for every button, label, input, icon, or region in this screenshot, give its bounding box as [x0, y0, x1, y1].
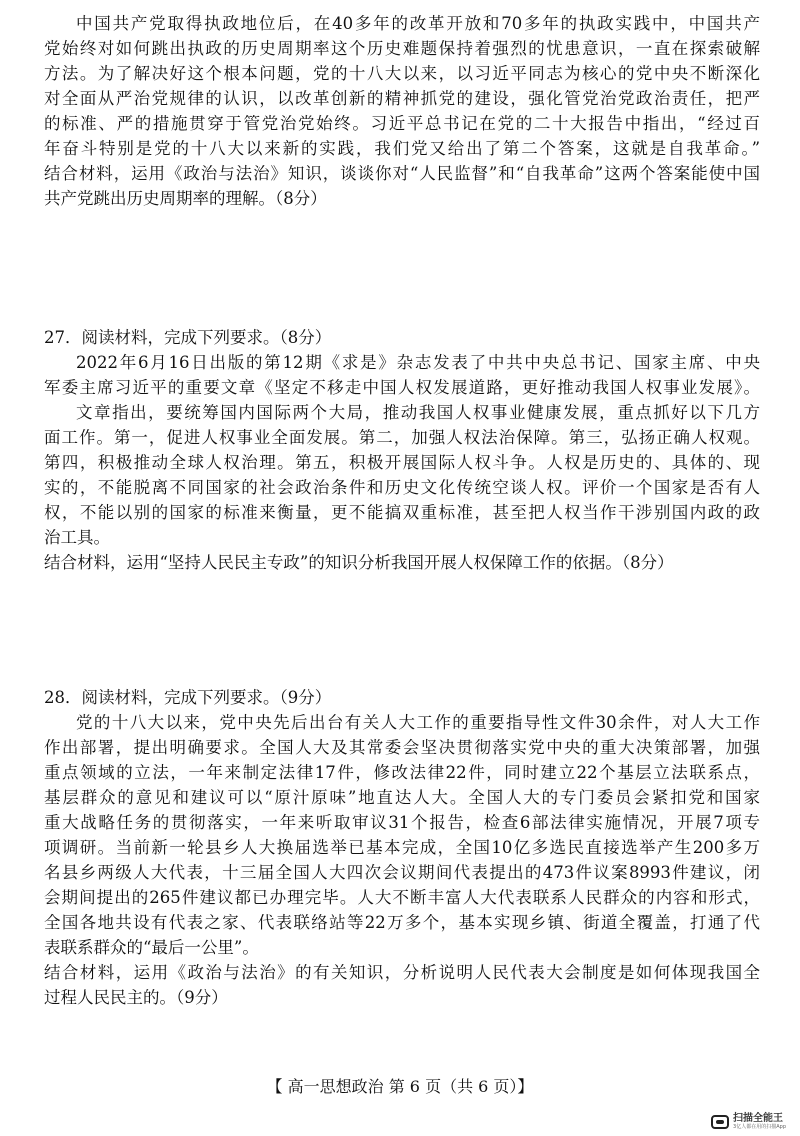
watermark-subtitle: 3亿人都在用的扫描App: [733, 1124, 786, 1130]
q27-line-2: 军委主席习近平的重要文章《坚定不移走中国人权发展道路，更好推动我国人权事业发展》。: [44, 378, 760, 397]
s26-line-4: 对全面从严治党规律的认识，以改革创新的精神抓党的建设，强化管党治党政治责任，把严: [44, 89, 760, 108]
q28-line-7: 名县乡两级人大代表，十三届全国人大四次会议期间代表提出的473件议案8993件建议，闭: [44, 863, 760, 882]
q27-line-5: 第四，积极推动全球人权治理。第五，积极开展国际人权斗争。人权是历史的、具体的、现: [44, 453, 760, 472]
s26-line-3: 方法。为了解决好这个根本问题，党的十八大以来，以习近平同志为核心的党中央不断深化: [44, 64, 760, 83]
s26-line-6: 年奋斗特别是党的十八大以来新的实践，我们党又给出了第二个答案，这就是自我革命。”: [44, 139, 760, 158]
q28-line-2: 作出部署，提出明确要求。全国人大及其常委会坚决贯彻落实党中央的重大决策部署，加强: [44, 738, 760, 757]
q28-line-6: 项调研。当前新一轮县乡人大换届选举已基本完成，全国10亿多选民直接选举产生200多万: [44, 838, 760, 857]
q27-line-1: 2022年6月16日出版的第12期《求是》杂志发表了中共中央总书记、国家主席、中央: [76, 353, 760, 372]
q27-line-7: 权，不能以别的国家的标准来衡量，更不能搞双重标准，甚至把人权当作干涉别国内政的政: [44, 503, 760, 522]
q28-line-5: 重大战略任务的贯彻落实，一年来听取审议31个报告，检查6部法律实施情况，开展7项专: [44, 813, 760, 832]
scanner-watermark: [711, 1114, 786, 1130]
q28-heading: 28．阅读材料，完成下列要求。（9分）: [44, 688, 332, 707]
q28-question-line-1: 结合材料，运用《政治与法治》的有关知识，分析说明人民代表大会制度是如何体现我国全: [44, 963, 760, 982]
s26-question-line-2: 共产党跳出历史周期率的理解。（8分）: [44, 189, 327, 208]
q27-heading: 27．阅读材料，完成下列要求。（8分）: [44, 328, 332, 347]
q28-line-8: 会期间提出的265件建议都已办理完毕。人大不断丰富人大代表联系人民群众的内容和形式，: [44, 888, 760, 907]
q28-line-9: 全国各地共设有代表之家、代表联络站等22万多个，基本实现乡镇、街道全覆盖，打通了代: [44, 913, 760, 932]
s26-line-2: 党始终对如何跳出执政的历史周期率这个历史难题保持着强烈的忧患意识，一直在探索破解: [44, 39, 760, 58]
q27-line-3: 文章指出，要统筹国内国际两个大局，推动我国人权事业健康发展，重点抓好以下几方: [76, 403, 760, 422]
q27-line-6: 实的，不能脱离不同国家的社会政治条件和历史文化传统空谈人权。评价一个国家是否有人: [44, 478, 760, 497]
q27-line-4: 面工作。第一，促进人权事业全面发展。第二，加强人权法治保障。第三，弘扬正确人权观。: [44, 428, 760, 447]
s26-line-1: 中国共产党取得执政地位后，在40多年的改革开放和70多年的执政实践中，中国共产: [76, 14, 760, 33]
q28-line-10: 表联系群众的“最后一公里”。: [44, 938, 259, 957]
scanner-logo-icon: [711, 1115, 729, 1129]
q28-line-1: 党的十八大以来，党中央先后出台有关人大工作的重要指导性文件30余件，对人大工作: [76, 713, 760, 732]
q27-question: 结合材料，运用“坚持人民民主专政”的知识分析我国开展人权保障工作的依据。（8分）: [44, 553, 674, 572]
q27-line-8: 治工具。: [44, 528, 110, 547]
s26-question-line-1: 结合材料，运用《政治与法治》知识，谈谈你对“人民监督”和“自我革命”这两个答案能使中国: [44, 164, 760, 183]
s26-line-5: 的标准、严的措施贯穿于管党治党始终。习近平总书记在党的二十大报告中指出，“经过百: [44, 114, 760, 133]
watermark-name: 扫描全能王: [733, 1113, 784, 1124]
page-footer: 【 高一思想政治 第 6 页（共 6 页）】: [266, 1077, 534, 1096]
q28-question-line-2: 过程人民民主的。（9分）: [44, 988, 228, 1007]
q28-line-4: 基层群众的意见和建议可以“原汁原味”地直达人大。全国人大的专门委员会紧扣党和国家: [44, 788, 760, 807]
q28-line-3: 重点领域的立法，一年来制定法律17件，修改法律22件，同时建立22个基层立法联系点，: [44, 763, 760, 782]
